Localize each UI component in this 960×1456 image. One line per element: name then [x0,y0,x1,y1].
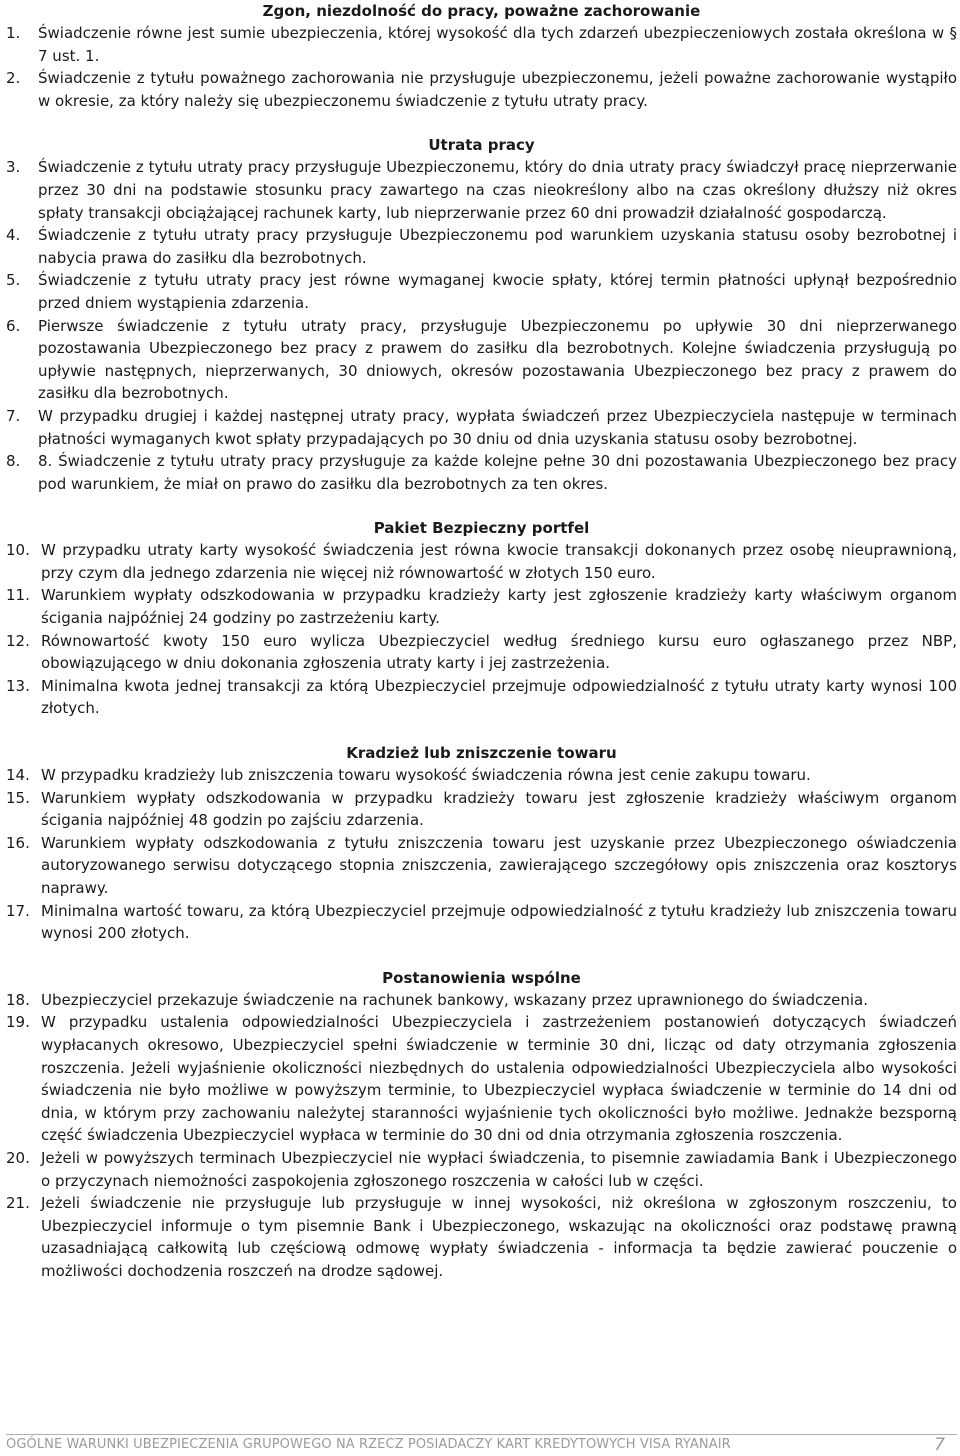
item-text: Pierwsze świadczenie z tytułu utraty pracy, przysługuje Ubezpieczonemu po upływie 30 dni nieprzerwanego pozostawania Ubezpieczonego bez pracy z prawem do zasiłku dla bezrobotnych. Kolejne świadczenia przysługują po upływie następnych, nieprzerwanych, 30 dniowych, okresów pozostawania Ubezpieczonego bez pracy z prawem do zasiłku dla bezrobotnych. [38,316,957,403]
section-zgon [6,0,957,112]
list-item [6,405,957,450]
item-text: W przypadku utraty karty wysokość świadczenia jest równa kwocie transakcji dokonanych przez osobę nieuprawnioną, przy czym dla jednego zdarzenia nie więcej niż równowartość w złotych 150 euro. [41,541,957,582]
item-number: 1. [6,24,21,42]
item-text: Równowartość kwoty 150 euro wylicza Ubezpieczyciel według średniego kursu euro ogłaszanego przez NBP, obowiązującego w dniu dokonania zgłoszenia utraty karty i jej zastrzeżenia. [41,631,957,673]
list-item [6,539,957,584]
list-item [6,675,957,720]
item-number: 21. [6,1194,30,1213]
item-number: 4. [6,226,21,245]
footer-title: OGÓLNE WARUNKI UBEZPIECZENIA GRUPOWEGO NA RZECZ POSIADACZY KART KREDYTOWYCH VISA RYANAIR [6,1437,731,1452]
item-text: Świadczenie z tytułu utraty pracy przysługuje Ubezpieczonemu, który do dnia utraty pracy świadczył pracę nieprzerwanie przez 30 dni na podstawie stosunku pracy zawartego na czas nieokreślony albo na czas określony dłuższy niż okres spłaty transakcji obciążającej rachunek karty, lub nieprzerwanie przez 60 dni prowadził działalność gospodarczą. [38,158,957,222]
item-text: 8. Świadczenie z tytułu utraty pracy przysługuje za każde kolejne pełne 30 dni pozostawania Ubezpieczonego bez pracy pod warunkiem, że miał on prawo do zasiłku dla bezrobotnych za ten okres. [38,452,957,493]
section-pakiet-bezpieczny-portfel [6,517,957,720]
item-text: W przypadku drugiej i każdej następnej utraty pracy, wypłata świadczeń przez Ubezpieczyciela następuje w terminach płatności wymaganych kwot spłaty przypadających po 30 dniu od dnia uzyskania statusu osoby bezrobotnej. [38,406,957,448]
item-text: Warunkiem wypłaty odszkodowania w przypadku kradzieży towaru jest zgłoszenie kradzieży właściwym organom ścigania najpóźniej 48 godzin po zajściu zdarzenia. [41,788,957,830]
item-number: 13. [6,676,30,695]
item-number: 8. [6,452,21,471]
list-item [6,450,957,495]
item-text: Świadczenie z tytułu poważnego zachorowania nie przysługuje ubezpieczonemu, jeżeli poważne zachorowanie wystąpiło w okresie, za który należy się ubezpieczonemu świadczenie z tytułu utraty pracy. [38,69,957,110]
item-text: Świadczenie z tytułu utraty pracy jest równe wymaganej kwocie spłaty, której termin płatności upłynął bezpośrednio przed dniem wystąpienia zdarzenia. [38,271,957,312]
item-number: 3. [6,158,21,177]
page-number: 7 [934,1435,945,1455]
list-item [6,67,957,112]
item-number: 18. [6,990,30,1009]
section-kradziez-towaru [6,742,957,945]
item-text: Jeżeli świadczenie nie przysługuje lub przysługuje w innej wysokości, niż określona w zgłoszonym roszczeniu, to Ubezpieczyciel informuje o tym pisemnie Bank i Ubezpieczonego, wskazując na okoliczności oraz podstawę prawną uzasadniającą całkowitą lub częściową odmowę wypłaty świadczenia - informacja ta będzie zawierać pouczenie o możliwości dochodzenia roszczeń na drodze sądowej. [41,1194,957,1280]
item-text: Minimalna kwota jednej transakcji za którą Ubezpieczyciel przejmuje odpowiedzialność z tytułu utraty karty wynosi 100 złotych. [41,676,957,718]
list-item [6,269,957,314]
list-item [6,832,957,900]
list-item [6,22,957,67]
item-text: Świadczenie z tytułu utraty pracy przysługuje Ubezpieczonemu pod warunkiem uzyskania statusu osoby bezrobotnej i nabycia prawa do zasiłku dla bezrobotnych. [38,226,957,267]
item-number: 5. [6,271,21,290]
list-item [6,315,957,405]
list-item [6,1147,957,1192]
item-number: 7. [6,406,21,425]
item-number: 14. [6,766,30,785]
list-item [6,224,957,269]
item-number: 6. [6,316,21,335]
item-text: W przypadku kradzieży lub zniszczenia towaru wysokość świadczenia równa jest cenie zakupu towaru. [41,766,811,785]
item-text: Warunkiem wypłaty odszkodowania z tytułu zniszczenia towaru jest uzyskanie przez Ubezpieczonego oświadczenia autoryzowanego serwisu dotyczącego stopnia zniszczenia, zawierającego szczegółowy opis zniszczenia oraz kosztorys naprawy. [41,833,957,897]
list-item [6,900,957,945]
item-number: 11. [6,586,30,605]
section-postanowienia-wspolne [6,967,957,1283]
list-item [6,1011,957,1147]
item-text: W przypadku ustalenia odpowiedzialności Ubezpieczyciela i zastrzeżeniem postanowień dotyczących świadczeń wypłacanych okresowo, Ubezpieczyciel spełni świadczenie w terminie 30 dni, licząc od daty otrzymania zgłoszenia roszczenia. Jeżeli wyjaśnienie okoliczności niezbędnych do ustalenia odpowiedzialności Ubezpieczyciela albo wysokości świadczenia nie było możliwe w powyższym terminie, to Ubezpieczyciel wypłaca świadczenie w terminie do 14 dni od dnia, w którym przy zachowaniu należytej staranności wyjaśnienie tych okoliczności było możliwe. Jednakże bezsporną część świadczenia Ubezpieczyciel wypłaca w terminie do 30 dni od dnia otrzymania zgłoszenia roszczenia. [41,1013,957,1145]
section-utrata-pracy [6,134,957,495]
list-item [6,764,957,787]
item-number: 10. [6,541,30,560]
section-heading: Kradzież lub zniszczenie towaru [346,744,617,763]
item-number: 16. [6,833,30,852]
item-number: 2. [6,69,21,88]
list-item [6,156,957,224]
section-heading: Postanowienia wspólne [382,968,581,987]
document-body [6,0,957,1283]
list-item [6,630,957,675]
item-text: Świadczenie równe jest sumie ubezpieczenia, której wysokość dla tych zdarzeń ubezpieczeniowych została określona w § 7 ust. 1. [38,24,957,65]
item-number: 20. [6,1148,30,1167]
item-number: 15. [6,788,30,807]
list-item [6,787,957,832]
item-text: Ubezpieczyciel przekazuje świadczenie na rachunek bankowy, wskazany przez uprawnionego do świadczenia. [41,990,869,1009]
item-text: Minimalna wartość towaru, za którą Ubezpieczyciel przejmuje odpowiedzialność z tytułu kradzieży lub zniszczenia towaru wynosi 200 złotych. [41,901,957,943]
item-text: Jeżeli w powyższych terminach Ubezpieczyciel nie wypłaci świadczenia, to pisemnie zawiadamia Bank i Ubezpieczonego o przyczynach niemożności zaspokojenia zgłoszonego roszczenia w całości lub w części. [41,1148,957,1190]
item-number: 19. [6,1013,30,1032]
item-number: 12. [6,631,30,650]
list-item [6,584,957,629]
item-number: 17. [6,901,30,920]
list-item [6,989,957,1012]
page-footer [6,1434,957,1456]
section-heading: Pakiet Bezpieczny portfel [373,519,590,538]
list-item [6,1192,957,1282]
item-text: Warunkiem wypłaty odszkodowania w przypadku kradzieży karty jest zgłoszenie kradzieży karty właściwym organom ścigania najpóźniej 24 godziny po zastrzeżeniu karty. [41,586,957,628]
section-heading: Utrata pracy [428,136,535,155]
section-heading: Zgon, niezdolność do pracy, poważne zachorowanie [262,2,701,20]
